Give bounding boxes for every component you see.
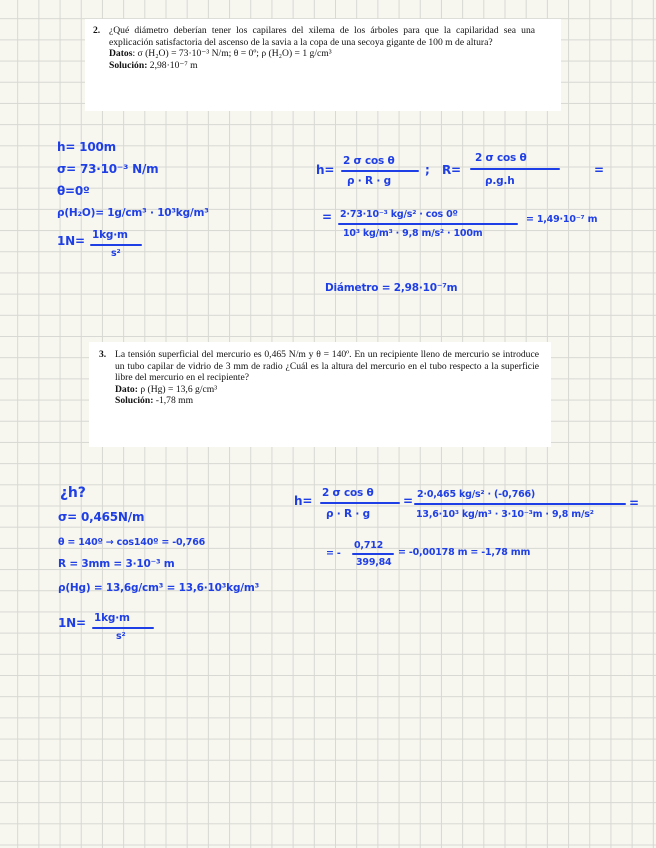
result-denominator: 399,84	[356, 557, 392, 568]
solution-label: Solución:	[109, 59, 148, 71]
equals: =	[594, 163, 604, 177]
r-label: R=	[442, 163, 461, 177]
h-label: h=	[316, 163, 335, 177]
solution-label: Solución:	[115, 395, 154, 407]
data-text: : σ (H₂O) = 73·10⁻³ N/m; θ = 0º; ρ (H₂O) = 1 g/cm³	[132, 48, 332, 60]
result-numerator: 0,712	[354, 540, 384, 551]
given-radius: R = 3mm = 3·10⁻³ m	[58, 558, 175, 570]
result-lead: = -	[326, 548, 341, 559]
solution-line	[99, 395, 539, 407]
h-numerator: 2 σ cos θ	[322, 487, 374, 499]
sub-lead: =	[322, 210, 332, 224]
given-density: ρ(Hg) = 13,6g/cm³ = 13,6·10³kg/m³	[58, 582, 260, 594]
fraction-bar	[470, 168, 560, 170]
r-numerator: 2 σ cos θ	[475, 152, 527, 164]
solution-text: -1,78 mm	[153, 395, 194, 407]
sub-denominator: 10³ kg/m³ · 9,8 m/s² · 100m	[343, 228, 483, 239]
problem-statement: La tensión superficial del mercurio es 0,465 N/m y θ = 140º. En un recipiente lleno de mercurio se introduce un tubo capilar de vidrio de 3 mm de radio ¿Cuál es la altura del mercurio en el tubo respecto a la superficie libre del mercurio en el recipiente?	[115, 349, 539, 384]
sub-denominator: 13,6·10³ kg/m³ · 3·10⁻³m · 9,8 m/s²	[416, 509, 594, 520]
equals: =	[629, 496, 639, 510]
fraction-bar	[320, 502, 400, 504]
sub-numerator: 2·73·10⁻³ kg/s² · cos 0º	[340, 209, 458, 220]
newton-num: 1kg·m	[92, 229, 128, 241]
given-angle: θ = 140º → cos140º = -0,766	[58, 537, 206, 548]
diameter-answer: Diámetro = 2,98·10⁻⁷m	[325, 282, 458, 294]
newton-def: 1N=	[58, 616, 86, 630]
newton-den: s²	[111, 248, 121, 259]
unknown-h: ¿h?	[60, 485, 86, 501]
fraction-bar	[352, 553, 394, 555]
h-denominator: ρ · R · g	[347, 175, 391, 187]
given-height: h= 100m	[57, 140, 116, 154]
problem-3-card	[89, 342, 551, 447]
problem-2-card	[85, 19, 561, 111]
fraction-bar	[92, 627, 154, 629]
fraction-bar	[90, 244, 142, 246]
fraction-bar	[341, 170, 419, 172]
h-denominator: ρ · R · g	[326, 508, 370, 520]
newton-num: 1kg·m	[94, 612, 130, 624]
separator: ;	[425, 163, 430, 177]
problem-number: 3.	[99, 349, 107, 360]
data-label: Dato:	[115, 383, 138, 395]
given-density: ρ(H₂O)= 1g/cm³ · 10³kg/m³	[57, 207, 209, 219]
equals: =	[403, 494, 413, 508]
given-surface-tension: σ= 0,465N/m	[58, 510, 145, 524]
fraction-bar	[338, 223, 518, 225]
data-line	[99, 384, 539, 396]
data-text: ρ (Hg) = 13,6 g/cm³	[137, 383, 218, 395]
fraction-bar	[414, 503, 626, 505]
sub-numerator: 2·0,465 kg/s² · (-0,766)	[417, 489, 536, 500]
data-line	[93, 48, 535, 60]
sub-result: = 1,49·10⁻⁷ m	[526, 214, 598, 225]
result-value: = -0,00178 m = -1,78 mm	[398, 547, 531, 558]
data-label: Datos	[109, 48, 133, 60]
given-surface-tension: σ= 73·10⁻³ N/m	[57, 162, 159, 176]
solution-text: 2,98·10⁻⁷ m	[147, 59, 198, 71]
problem-number: 2.	[93, 25, 101, 36]
problem-statement: ¿Qué diámetro deberían tener los capilares del xilema de los árboles para que la capilaridad sea una explicación satisfactoria del ascenso de la savia a la copa de una secoya gigante de 100 m de altura?	[109, 25, 535, 48]
newton-def: 1N=	[57, 234, 85, 248]
given-angle: θ=0º	[57, 184, 90, 198]
r-denominator: ρ.g.h	[485, 175, 515, 187]
newton-den: s²	[116, 631, 126, 642]
h-numerator: 2 σ cos θ	[343, 155, 395, 167]
h-label: h=	[294, 494, 313, 508]
solution-line	[93, 60, 535, 72]
